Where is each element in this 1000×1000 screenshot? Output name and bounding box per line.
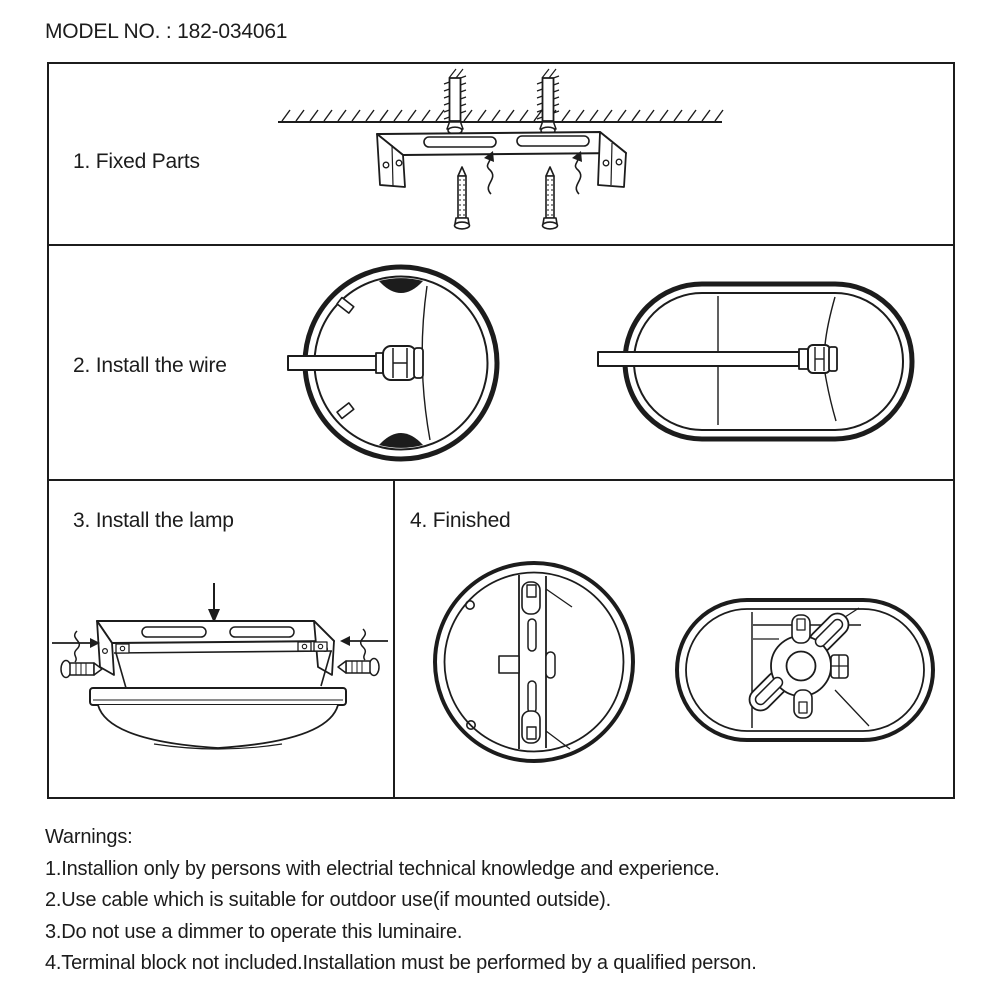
wall-anchor-left bbox=[444, 69, 466, 134]
mounting-bracket bbox=[377, 132, 626, 187]
step-2-label: 2. Install the wire bbox=[73, 354, 227, 377]
arrow-right bbox=[340, 629, 388, 660]
fixed-parts-diagram bbox=[272, 66, 728, 238]
wall-anchor-right bbox=[537, 69, 559, 134]
step-4-label: 4. Finished bbox=[410, 509, 511, 532]
ceiling-hatch bbox=[278, 110, 723, 122]
round-back-finished-diagram bbox=[429, 559, 639, 765]
step-3-label: 3. Install the lamp bbox=[73, 509, 234, 532]
screw-right bbox=[543, 167, 558, 229]
steps-table bbox=[47, 62, 955, 799]
warning-item: 3.Do not use a dimmer to operate this luminaire. bbox=[45, 920, 463, 943]
rotation-arrow-right bbox=[572, 151, 582, 194]
screw-right bbox=[338, 659, 379, 676]
model-number: MODEL NO. : 182-034061 bbox=[45, 20, 288, 43]
round-back bbox=[435, 563, 633, 761]
step-3-4-row bbox=[49, 481, 953, 797]
round-base-diagram bbox=[286, 261, 502, 465]
warning-item: 2.Use cable which is suitable for outdoor use(if mounted outside). bbox=[45, 889, 611, 911]
arrow-left bbox=[52, 631, 100, 662]
step-1-cell bbox=[49, 64, 953, 246]
oval-base-diagram bbox=[596, 275, 918, 445]
lamp-body bbox=[90, 642, 346, 749]
rotation-arrow-left bbox=[484, 151, 494, 194]
install-lamp-diagram bbox=[50, 583, 390, 758]
oval-back-finished-diagram bbox=[673, 595, 937, 745]
screw-left bbox=[455, 167, 470, 229]
warnings-heading: Warnings: bbox=[45, 826, 133, 848]
step-3-cell bbox=[49, 481, 395, 797]
warning-item: 4.Terminal block not included.Installation must be performed by a qualified person. bbox=[45, 952, 757, 974]
warnings-section bbox=[45, 822, 757, 980]
step-1-label: 1. Fixed Parts bbox=[73, 150, 200, 173]
oval-back bbox=[677, 600, 933, 740]
warning-item: 1.Installion only by persons with electrial technical knowledge and experience. bbox=[45, 857, 720, 880]
step-2-cell bbox=[49, 246, 953, 481]
down-arrow bbox=[208, 583, 220, 623]
step-4-cell bbox=[395, 481, 953, 797]
screw-left bbox=[61, 661, 102, 678]
